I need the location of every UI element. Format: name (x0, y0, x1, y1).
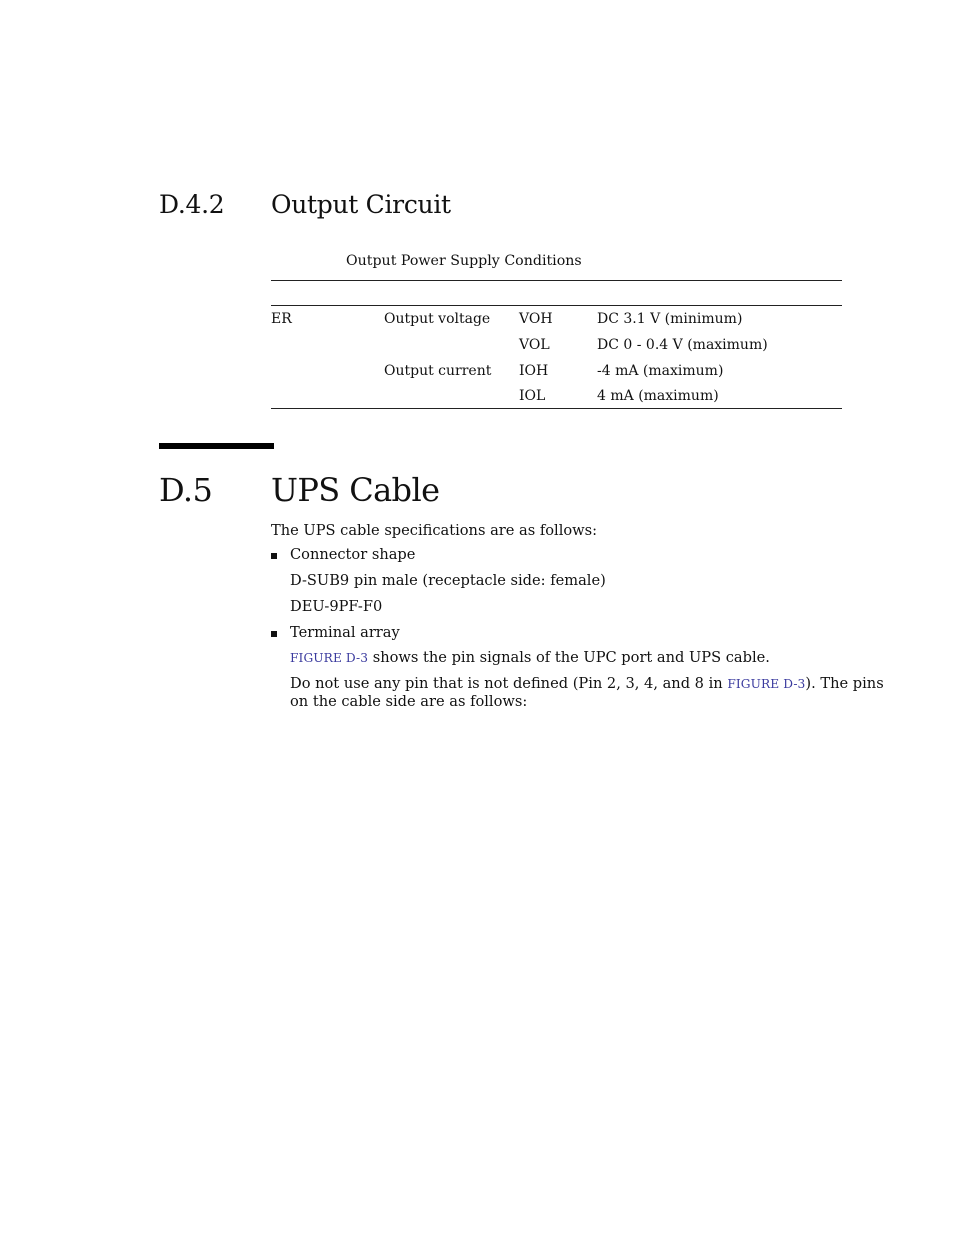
section-title: UPS Cable (271, 471, 440, 509)
paragraph-text: ). The pins (805, 675, 884, 692)
table-cell-value: DC 0 - 0.4 V (maximum) (597, 337, 768, 353)
list-item-label: Connector shape (290, 546, 416, 563)
paragraph-text: Do not use any pin that is not defined (Pin 2, 3, 4, and 8 in (290, 675, 728, 692)
bullet-square-icon (271, 631, 277, 637)
figure-reference-link[interactable]: FIGURE D-3 (290, 651, 369, 665)
table-cell-value: DC 3.1 V (minimum) (597, 311, 743, 327)
table-caption: Output Power Supply Conditions (346, 253, 582, 269)
table-cell-symbol: IOL (519, 388, 546, 404)
table-cell-symbol: VOL (519, 337, 550, 353)
table-cell-value: 4 mA (maximum) (597, 388, 719, 404)
table-cell-symbol: VOH (519, 311, 553, 327)
table-cell-value: -4 mA (maximum) (597, 363, 724, 379)
list-item-label: Terminal array (290, 624, 400, 641)
table-cell-symbol: IOH (519, 363, 549, 379)
table-top-rule (271, 280, 842, 281)
list-item-detail: DEU-9PF-F0 (290, 598, 383, 615)
table-cell-item: Output voltage (384, 311, 491, 327)
table-header-rule (271, 305, 842, 306)
bullet-square-icon (271, 553, 277, 559)
section-title: Output Circuit (271, 190, 451, 219)
intro-paragraph: The UPS cable specifications are as follows: (271, 522, 598, 539)
list-item-paragraph (290, 649, 770, 667)
table-cell-signal: ER (271, 311, 292, 327)
section-number: D.4.2 (159, 190, 225, 219)
paragraph-text: shows the pin signals of the UPC port and UPS cable. (368, 649, 770, 666)
list-item-paragraph-continued: on the cable side are as follows: (290, 693, 528, 710)
chapter-divider-bar (159, 443, 274, 449)
table-cell-item: Output current (384, 363, 492, 379)
table-bottom-rule (271, 408, 842, 409)
list-item-detail: D-SUB9 pin male (receptacle side: female) (290, 572, 606, 589)
list-item-paragraph (290, 675, 884, 693)
section-number: D.5 (159, 471, 213, 509)
figure-reference-link[interactable]: FIGURE D-3 (727, 677, 806, 691)
